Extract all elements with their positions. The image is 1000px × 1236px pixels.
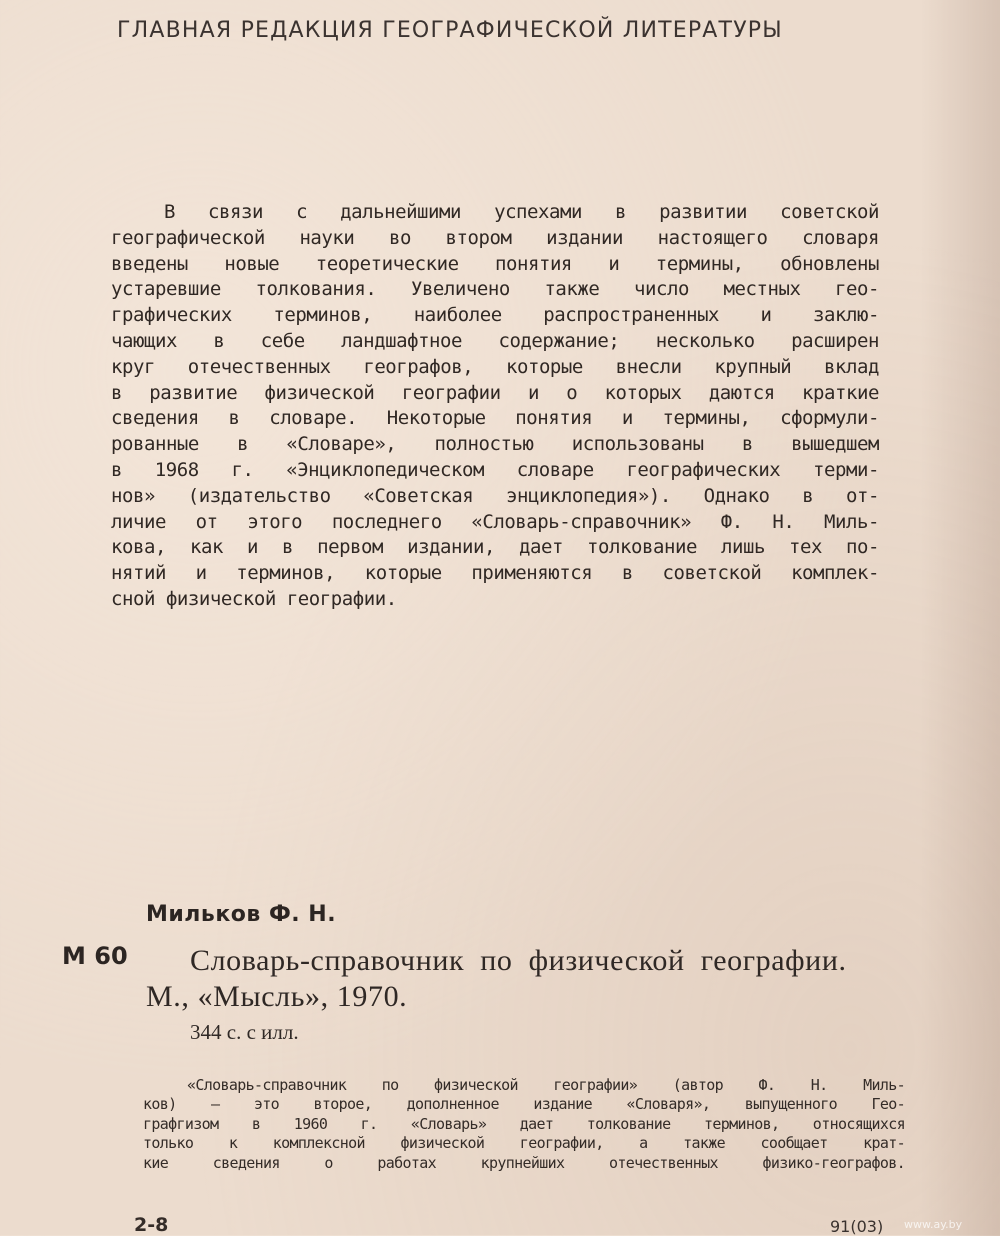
intro-line: рованные в «Словаре», полностью использованы в вышедшем (111, 433, 879, 456)
intro-line: В связи с дальнейшими успехами в развитии советской (164, 201, 879, 223)
publication-info: М., «Мысль», 1970. (146, 980, 408, 1013)
watermark: www.ay.by (904, 1218, 963, 1231)
annotation-paragraph (143, 1076, 905, 1173)
annotation-line: ков) — это второе, дополненное издание «Словаря», выпущенного Гео- (143, 1095, 905, 1114)
annotation-line: графгизом в 1960 г. «Словарь» дает толкование терминов, относящихся (143, 1114, 905, 1133)
intro-line: нятий и терминов, которые применяются в советской комплек- (111, 562, 879, 585)
intro-line: графических терминов, наиболее распространенных и заклю- (111, 304, 879, 327)
annotation-line: только к комплексной физической географии, а также сообщает крат- (143, 1134, 905, 1153)
intro-line: введены новые теоретические понятия и термины, обновлены (111, 252, 879, 275)
catalog-code: М 60 (62, 942, 128, 970)
intro-line: круг отечественных географов, которые внесли крупный вклад (111, 355, 879, 378)
index-code-left: 2-8 (134, 1214, 169, 1236)
annotation-line: кие сведения о работах крупнейших отечественных физико-географов. (143, 1153, 905, 1172)
intro-line: географической науки во втором издании настоящего словаря (111, 226, 879, 249)
intro-line: кова, как и в первом издании, дает толкование лишь тех по- (111, 536, 879, 559)
intro-line: сведения в словаре. Некоторые понятия и термины, сформули- (111, 407, 879, 430)
intro-line: в развитие физической географии и о которых даются краткие (111, 381, 879, 404)
intro-line: нов» (издательство «Советская энциклопедия»). Однако в от- (111, 484, 879, 507)
publisher-header: ГЛАВНАЯ РЕДАКЦИЯ ГЕОГРАФИЧЕСКОЙ ЛИТЕРАТУРЫ (117, 18, 783, 43)
index-code-right: 91(03) (830, 1217, 884, 1236)
annotation-line: «Словарь-справочник по физической географии» (автор Ф. Н. Миль- (187, 1076, 905, 1094)
book-title: Словарь-справочник по физической географии. (190, 944, 847, 977)
intro-line: личие от этого последнего «Словарь-справочник» Ф. Н. Миль- (111, 510, 879, 533)
intro-line: чающих в себе ландшафтное содержание; несколько расширен (111, 329, 879, 352)
page-count: 344 с. с илл. (190, 1020, 299, 1044)
intro-line: устаревшие толкования. Увеличено также число местных гео- (111, 278, 879, 301)
intro-line: сной физической географии. (111, 587, 397, 610)
intro-line: в 1968 г. «Энциклопедическом словаре географических терми- (111, 458, 879, 481)
intro-paragraph (111, 200, 879, 613)
author-name: Мильков Ф. Н. (146, 902, 337, 927)
